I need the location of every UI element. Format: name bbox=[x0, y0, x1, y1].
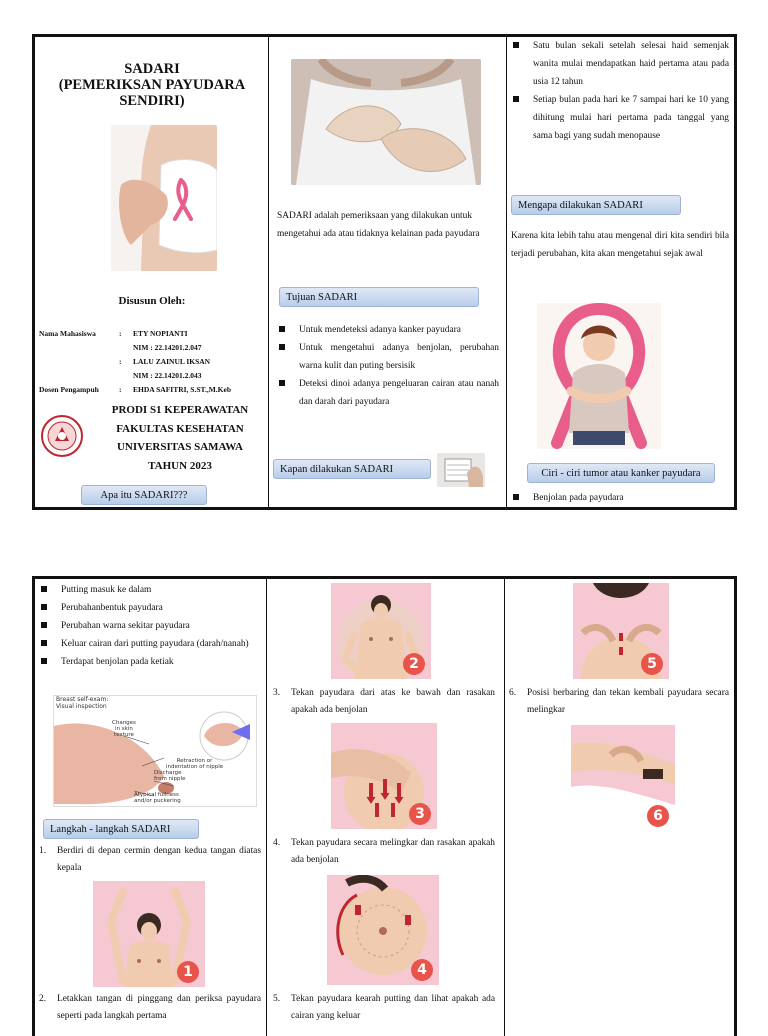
step-item bbox=[273, 991, 495, 1025]
signs-list bbox=[39, 581, 261, 671]
student-name-2: LALU ZAINUL IKSAN bbox=[133, 357, 211, 366]
step-badge: 3 bbox=[409, 803, 431, 825]
year-label: TAHUN 2023 bbox=[148, 459, 212, 472]
step-number: 3. bbox=[273, 688, 281, 698]
step-number: 5. bbox=[273, 994, 281, 1004]
signs-banner: Ciri - ciri tumor atau kanker payudara bbox=[527, 463, 715, 483]
step-3-illustration bbox=[331, 723, 437, 829]
student-nim-2: NIM : 22.14201.2.043 bbox=[133, 371, 202, 380]
lecturer-label: Dosen Pengampuh bbox=[39, 385, 99, 394]
step-number: 4. bbox=[273, 838, 281, 848]
cover-column bbox=[35, 37, 269, 507]
step-6-illustration bbox=[571, 725, 675, 831]
step-badge: 6 bbox=[647, 805, 669, 827]
woman-pink-ribbon-photo bbox=[111, 125, 217, 271]
steps-list-5 bbox=[273, 991, 495, 1025]
student-colon: : bbox=[119, 329, 122, 338]
sign-item: Benjolan pada payudara bbox=[511, 489, 729, 507]
purpose-item: Untuk mendeteksi adanya kanker payudara bbox=[277, 321, 499, 339]
purpose-item: Deteksi dinoi adanya pengeluaran cairan atau nanah dan darah dari payudara bbox=[277, 375, 499, 411]
institution-block bbox=[95, 401, 265, 475]
ribbon-hug-illustration bbox=[537, 303, 661, 449]
step-item bbox=[273, 835, 495, 869]
program-name: PRODI S1 KEPERAWATAN bbox=[111, 404, 249, 416]
sign-item: Keluar cairan dari putting payudara (darah/nanah) bbox=[39, 635, 261, 653]
steps-list-4 bbox=[273, 835, 495, 869]
step-item bbox=[39, 991, 261, 1025]
diagram-title: Breast self-exam: Visual inspection bbox=[56, 696, 109, 710]
faculty-name: FAKULTAS KESEHATAN bbox=[116, 422, 244, 435]
visual-inspection-diagram bbox=[53, 695, 257, 807]
steps-list-6 bbox=[509, 685, 729, 719]
leaflet-page-2 bbox=[32, 576, 737, 1036]
step-2-illustration bbox=[331, 583, 431, 679]
student-list-2 bbox=[133, 355, 210, 383]
diagram-label-discharge: Discharge from nipple bbox=[154, 770, 186, 782]
lecturer-colon: : bbox=[119, 385, 122, 394]
steps-list-1 bbox=[39, 843, 261, 877]
when-banner: Kapan dilakukan SADARI bbox=[273, 459, 431, 479]
step-badge: 2 bbox=[403, 653, 425, 675]
sign-item: Perubahan warna sekitar payudara bbox=[39, 617, 261, 635]
sign-item: Putting masuk ke dalam bbox=[39, 581, 261, 599]
purpose-item: Untuk mengetahui adanya benjolan, perubahan warna kulit dan puting bersisik bbox=[277, 339, 499, 375]
student-name-1: ETY NOPIANTI bbox=[133, 329, 188, 338]
steps-list-2 bbox=[39, 991, 261, 1025]
breast-exam-photo bbox=[291, 59, 481, 185]
step-5-illustration bbox=[573, 583, 669, 679]
why-text: Karena kita lebih tahu atau mengenal diri kita sendiri bila terjadi perubahan, kita akan mengetahui sejak awal bbox=[511, 231, 729, 259]
student-colon-2: : bbox=[119, 357, 122, 366]
purpose-list bbox=[277, 321, 499, 411]
step-number: 1. bbox=[39, 846, 47, 856]
step-text: Posisi berbaring dan tekan kembali payudara secara melingkar bbox=[527, 688, 729, 715]
purpose-banner: Tujuan SADARI bbox=[279, 287, 479, 307]
details-column bbox=[507, 37, 734, 507]
steps-column-3 bbox=[505, 579, 734, 1036]
signs-list-start bbox=[511, 489, 729, 507]
sign-item: Terdapat benjolan pada ketiak bbox=[39, 653, 261, 671]
calendar-photo bbox=[437, 453, 485, 487]
info-column bbox=[269, 37, 507, 507]
step-badge: 1 bbox=[177, 961, 199, 983]
why-banner: Mengapa dilakukan SADARI bbox=[511, 195, 681, 215]
student-list bbox=[133, 327, 202, 355]
step-number: 6. bbox=[509, 688, 517, 698]
step-text: Tekan payudara kearah putting dan lihat apakah ada cairan yang keluar bbox=[291, 994, 495, 1021]
signs-steps-column bbox=[35, 579, 267, 1036]
diagram-label-retraction: Retraction or indentation of nipple bbox=[166, 758, 224, 770]
step-item bbox=[39, 843, 261, 877]
when-item: Satu bulan sekali setelah selesai haid semenjak wanita mulai mendapatkan haid pertama atau pada usia 12 tahun bbox=[511, 37, 729, 91]
sadari-definition: SADARI adalah pemeriksaan yang dilakukan untuk mengetahui ada atau tidaknya kelainan pada payudara bbox=[277, 211, 480, 239]
when-item: Setiap bulan pada hari ke 7 sampai hari ke 10 yang dihitung mulai hari pertama pada tanggal yang sama bagi yang sudah menopause bbox=[511, 91, 729, 145]
sign-item: Perubahanbentuk payudara bbox=[39, 599, 261, 617]
compiled-by-label: Disusun Oleh: bbox=[118, 295, 186, 307]
step-text: Tekan payudara dari atas ke bawah dan rasakan apakah ada benjolan bbox=[291, 688, 495, 715]
step-item bbox=[273, 685, 495, 719]
diagram-label-fullness: Atypical fullness and/or puckering bbox=[134, 792, 181, 804]
step-text: Tekan payudara secara melingkar dan rasakan apakah ada benjolan bbox=[291, 838, 495, 865]
steps-banner: Langkah - langkah SADARI bbox=[43, 819, 199, 839]
leaflet-page-1 bbox=[32, 34, 737, 510]
step-text: Letakkan tangan di pinggang dan periksa payudara seperti pada langkah pertama bbox=[57, 994, 261, 1021]
steps-column-2 bbox=[267, 579, 505, 1036]
step-badge: 4 bbox=[411, 959, 433, 981]
steps-list-3 bbox=[273, 685, 495, 719]
step-number: 2. bbox=[39, 994, 47, 1004]
step-4-illustration bbox=[327, 875, 439, 985]
step-badge: 5 bbox=[641, 653, 663, 675]
student-nim-1: NIM : 22.14201.2.047 bbox=[133, 343, 202, 352]
step-1-illustration bbox=[93, 881, 205, 987]
university-name: UNIVERSITAS SAMAWA bbox=[116, 441, 244, 453]
step-item bbox=[509, 685, 729, 719]
university-logo bbox=[41, 415, 83, 457]
what-is-sadari-banner: Apa itu SADARI??? bbox=[81, 485, 207, 505]
step-text: Berdiri di depan cermin dengan kedua tangan diatas kepala bbox=[57, 846, 261, 873]
lecturer-name: EHDA SAFITRI, S.ST.,M.Keb bbox=[133, 385, 232, 394]
student-label: Nama Mahasiswa bbox=[39, 329, 96, 338]
leaflet-title: SADARI (PEMERIKSAN PAYUDARA SENDIRI) bbox=[58, 61, 246, 109]
diagram-label-skin: Changes in skin texture bbox=[112, 720, 136, 738]
when-list bbox=[511, 37, 729, 145]
